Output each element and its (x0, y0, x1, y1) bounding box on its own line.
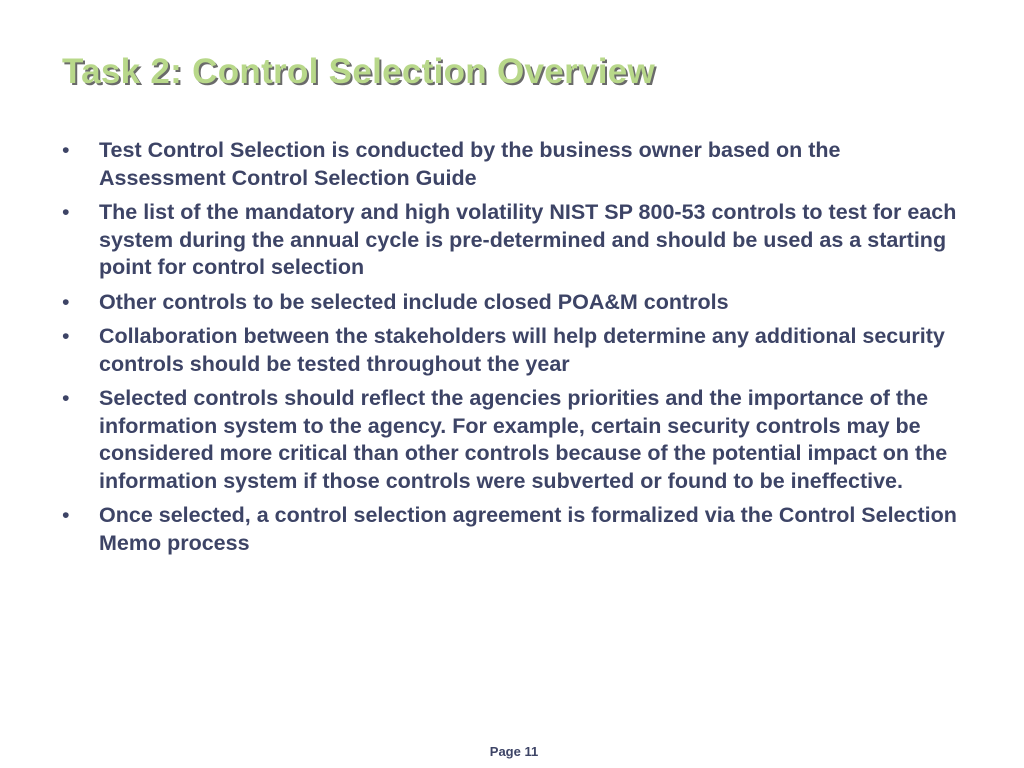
bullet-dot-icon: • (62, 138, 70, 162)
bullet-item (62, 502, 967, 557)
bullet-dot-icon: • (62, 503, 70, 527)
bullet-item (62, 199, 967, 282)
bullet-dot-icon: • (62, 324, 70, 348)
bullet-dot-icon: • (62, 200, 70, 224)
bullet-list (62, 137, 967, 564)
bullet-text: Collaboration between the stakeholders will help determine any additional security controls should be tested throughout the year (99, 324, 945, 376)
bullet-text: Test Control Selection is conducted by the business owner based on the Assessment Control Selection Guide (99, 138, 841, 190)
bullet-item (62, 289, 967, 317)
bullet-item (62, 323, 967, 378)
bullet-item (62, 137, 967, 192)
bullet-text: The list of the mandatory and high volatility NIST SP 800-53 controls to test for each system during the annual cycle is pre-determined and should be used as a starting point for control selection (99, 200, 957, 279)
slide-title: Task 2: Control Selection Overview (62, 52, 656, 91)
page-number: Page 11 (489, 744, 539, 759)
bullet-dot-icon: • (62, 386, 70, 410)
bullet-text: Other controls to be selected include closed POA&M controls (99, 289, 729, 314)
bullet-item (62, 385, 967, 495)
bullet-text: Once selected, a control selection agreement is formalized via the Control Selection Memo process (99, 503, 957, 555)
bullet-text: Selected controls should reflect the agencies priorities and the importance of the information system to the agency. For example, certain security controls may be considered more critical than other controls because of the potential impact on the information system if those controls were subverted or found to be ineffective. (99, 386, 948, 493)
bullet-dot-icon: • (62, 289, 70, 314)
